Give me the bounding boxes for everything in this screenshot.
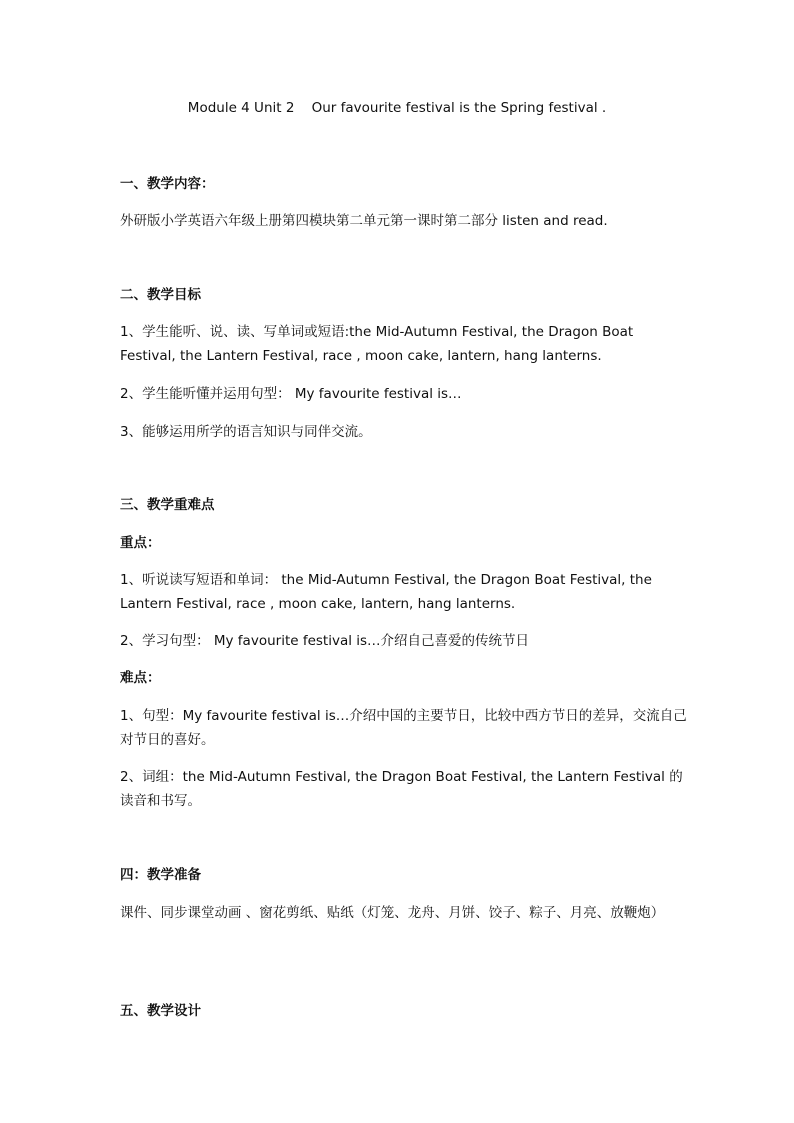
- key-point-line-2: 2、学习句型： My favourite festival is…介绍自己喜爱的传统节日: [120, 633, 530, 649]
- key-point-line-1: 1、听说读写短语和单词： the Mid-Autumn Festival, the Dragon Boat Festival, the Lantern Festival, race , moon cake, lantern, hang lanterns.: [120, 572, 652, 612]
- document-title: Module 4 Unit 2 Our favourite festival is the Spring festival .: [187, 100, 607, 116]
- section-heading-preparation: 四：教学准备: [120, 867, 201, 883]
- objective-line-1: 1、学生能听、说、读、写单词或短语:the Mid-Autumn Festival, the Dragon Boat Festival, the Lantern Festival, race , moon cake, lantern, hang lanterns.: [120, 324, 634, 364]
- preparation-line: 课件、同步课堂动画 、窗花剪纸、贴纸（灯笼、龙舟、月饼、饺子、粽子、月亮、放鞭炮）: [120, 905, 665, 921]
- difficult-point-line-2: 2、词组：the Mid-Autumn Festival, the Dragon Boat Festival, the Lantern Festival 的读音和书写。: [120, 769, 683, 809]
- section-heading-content: 一、教学内容：: [120, 176, 215, 192]
- key-points-label: 重点：: [120, 535, 161, 551]
- content-line: 外研版小学英语六年级上册第四模块第二单元第一课时第二部分 listen and read.: [120, 213, 608, 229]
- section-heading-objectives: 二、教学目标: [120, 287, 201, 303]
- section-heading-design: 五、教学设计: [120, 1003, 201, 1019]
- difficult-points-label: 难点：: [120, 670, 161, 686]
- difficult-point-line-1: 1、句型：My favourite festival is…介绍中国的主要节日，比较中西方节日的差异，交流自己对节日的喜好。: [120, 708, 687, 748]
- objective-line-3: 3、能够运用所学的语言知识与同伴交流。: [120, 424, 372, 440]
- objective-line-2: 2、学生能听懂并运用句型： My favourite festival is…: [120, 386, 462, 402]
- section-heading-key-points: 三、教学重难点: [120, 497, 215, 513]
